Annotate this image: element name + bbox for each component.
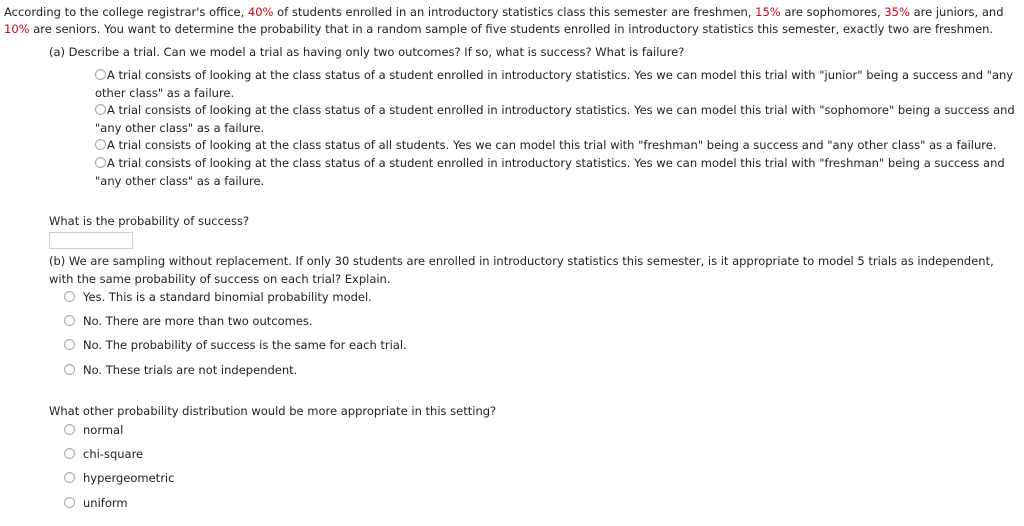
pct-sophomores: 15% [755,5,781,19]
intro-text: of students enrolled in an introductory statistics class this semester are freshmen, [273,5,756,19]
distribution-normal-radio[interactable] [64,424,75,435]
part-b-option-2-label: No. There are more than two outcomes. [83,314,313,328]
intro-text: are sophomores, [780,5,885,19]
part-a-option-2-radio[interactable] [95,104,106,115]
distribution-normal-label: normal [83,423,124,437]
part-b-option-3-label: No. The probability of success is the same for each trial. [83,338,407,352]
part-b-option-2-radio[interactable] [64,315,75,326]
part-b-option-3-radio[interactable] [64,339,75,350]
distribution-chi-square-radio[interactable] [64,448,75,459]
distribution-hypergeometric-label: hypergeometric [83,471,175,485]
intro-text: According to the college registrar's office, [4,5,248,19]
part-a-option-1-radio[interactable] [95,69,106,80]
intro-line-1 [4,5,1004,19]
part-b-option-4-label: No. These trials are not independent. [83,363,298,377]
part-a-option-2-label-cont: "any other class" as a failure. [95,121,265,135]
part-a-question: (a) Describe a trial. Can we model a trial as having only two outcomes? If so, what is success? What is failure? [49,45,685,59]
probability-answer-input[interactable] [49,232,133,249]
pct-juniors: 35% [884,5,910,19]
part-a-option-4-label-cont: "any other class" as a failure. [95,174,265,188]
distribution-chi-square-label: chi-square [83,447,144,461]
part-b-option-4-radio[interactable] [64,364,75,375]
intro-text: are juniors, and [909,5,1004,19]
part-a-option-4-radio[interactable] [95,157,106,168]
distribution-uniform-radio[interactable] [64,497,75,508]
part-a-option-1-label-cont: other class" as a failure. [95,86,235,100]
part-c-question: What other probability distribution would be more appropriate in this setting? [49,404,497,418]
pct-seniors: 10% [4,22,30,36]
part-b-question-cont: with the same probability of success on each trial? Explain. [49,272,391,286]
part-a-option-2-label: A trial consists of looking at the class status of a student enrolled in introductory statistics. Yes we can model this trial with "sophomore" being a success and [107,103,1015,117]
part-b-question: (b) We are sampling without replacement. If only 30 students are enrolled in introductory statistics this semester, is it appropriate to model 5 trials as independent, [49,254,994,268]
part-b-option-1-label: Yes. This is a standard binomial probability model. [83,290,372,304]
pct-freshmen: 40% [247,5,274,19]
part-a-option-1-label: A trial consists of looking at the class status of a student enrolled in introductory statistics. Yes we can model this trial with "junior" being a success and "any [107,68,1014,82]
part-a-option-3-label: A trial consists of looking at the class status of all students. Yes we can model this trial with "freshman" being a success and "any other class" as a failure. [107,138,997,152]
probability-question: What is the probability of success? [49,214,250,228]
part-a-option-4-label: A trial consists of looking at the class status of a student enrolled in introductory statistics. Yes we can model this trial with "freshman" being a success and [107,156,1005,170]
intro-line-2 [4,22,993,36]
distribution-uniform-label: uniform [83,496,128,510]
part-b-option-1-radio[interactable] [64,291,75,302]
intro-text: are seniors. You want to determine the probability that in a random sample of five students enrolled in introductory statistics this semester, exactly two are freshmen. [29,22,994,36]
part-a-option-3-radio[interactable] [95,139,106,150]
distribution-hypergeometric-radio[interactable] [64,472,75,483]
